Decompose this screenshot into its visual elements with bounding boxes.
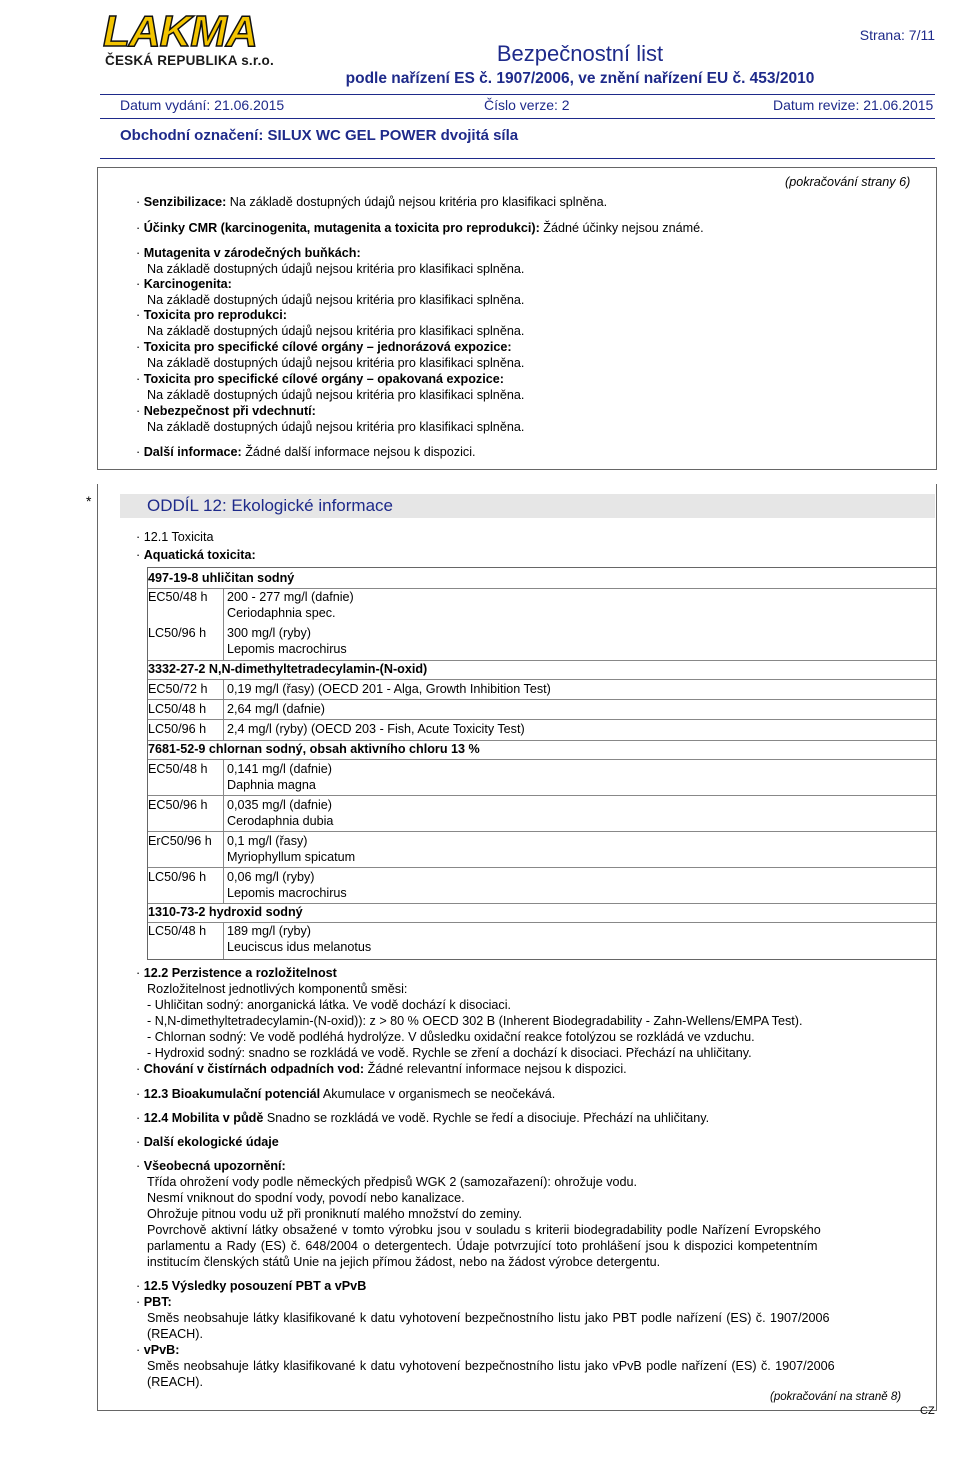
item-text: Na základě dostupných údajů nejsou kritéria pro klasifikaci splněna. bbox=[147, 324, 525, 338]
item-label: · Toxicita pro reprodukci: bbox=[136, 308, 287, 322]
label: 12.2 Perzistence a rozložitelnost bbox=[143, 966, 337, 980]
continued-on-note: (pokračování na straně 8) bbox=[770, 1391, 902, 1403]
value: Snadno se rozkládá ve vodě. Rychle se ředí a disociuje. Přechází na uhličitany. bbox=[266, 1111, 710, 1125]
other-eco-data: · Další ekologické údaje bbox=[136, 1135, 279, 1149]
label: Mutagenita v zárodečných buňkách: bbox=[143, 246, 361, 260]
header-divider bbox=[100, 158, 935, 159]
text-line: (REACH). bbox=[147, 1327, 203, 1341]
column-divider bbox=[223, 922, 224, 959]
label: Aquatická toxicita: bbox=[143, 548, 256, 562]
page-number: Strana: 7/11 bbox=[859, 27, 935, 43]
section-12-header bbox=[120, 494, 935, 518]
value-cell: Leuciscus idus melanotus bbox=[227, 940, 372, 954]
text-line: - Hydroxid sodný: snadno se rozkládá ve vodě. Rychle se zření a dochází k disociaci. Přechází na uhličitany. bbox=[147, 1046, 752, 1060]
column-divider bbox=[223, 679, 224, 740]
param-cell: LC50/96 h bbox=[148, 722, 207, 736]
document-subtitle: podle nařízení ES č. 1907/2006, ve znění nařízení EU č. 453/2010 bbox=[345, 70, 815, 87]
value-cell: 2,4 mg/l (ryby) (OECD 203 - Fish, Acute Toxicity Test) bbox=[227, 722, 525, 736]
column-divider bbox=[223, 588, 224, 660]
text-line: Směs neobsahuje látky klasifikované k datu vyhotovení bezpečnostního listu jako vPvB podle nařízení (ES) č. 1907/2006 bbox=[147, 1359, 835, 1373]
label: Další ekologické údaje bbox=[143, 1135, 279, 1149]
value-cell: 0,06 mg/l (ryby) bbox=[227, 870, 315, 884]
label: PBT: bbox=[143, 1295, 172, 1309]
param-cell: EC50/72 h bbox=[148, 682, 208, 696]
text-line: Nesmí vniknout do spodní vody, povodí nebo kanalizace. bbox=[147, 1191, 465, 1205]
language-code: CZ bbox=[920, 1405, 935, 1417]
logo-wordmark: LAKMA bbox=[103, 7, 257, 56]
value-cell: 2,64 mg/l (dafnie) bbox=[227, 702, 326, 716]
param-cell: LC50/48 h bbox=[148, 702, 207, 716]
header-divider bbox=[100, 118, 935, 119]
label: Senzibilizace: bbox=[143, 195, 227, 209]
column-divider bbox=[223, 759, 224, 903]
substance-name: 7681-52-9 chlornan sodný, obsah aktivního chloru 13 % bbox=[148, 742, 480, 756]
value-cell: Ceriodaphnia spec. bbox=[227, 606, 336, 620]
text-line: - Chlornan sodný: Ve vodě podléhá hydrolýze. V důsledku oxidační reakce fotolýzou se rozkládá ve vzduchu. bbox=[147, 1030, 755, 1044]
item-text: Na základě dostupných údajů nejsou kritéria pro klasifikaci splněna. bbox=[147, 420, 525, 434]
label: Nebezpečnost při vdechnutí: bbox=[143, 404, 316, 418]
text-line: parlamentu a Rady (ES) č. 648/2004 o detergentech. Údaje potvrzující toto prohlášení jsou k dispozici kompetentním bbox=[147, 1239, 818, 1253]
item-text: Na základě dostupných údajů nejsou kritéria pro klasifikaci splněna. bbox=[147, 293, 525, 307]
value-cell: 200 - 277 mg/l (dafnie) bbox=[227, 590, 354, 604]
param-cell: LC50/96 h bbox=[148, 870, 207, 884]
value-cell: 300 mg/l (ryby) bbox=[227, 626, 311, 640]
value-cell: Lepomis macrochirus bbox=[227, 642, 347, 656]
row-divider bbox=[148, 759, 936, 760]
item-label: · Karcinogenita: bbox=[136, 277, 232, 291]
stp-behaviour-line: · Chování v čistírnách odpadních vod: Žádné relevantní informace nejsou k dispozici. bbox=[136, 1062, 627, 1076]
label: 12.4 Mobilita v půdě bbox=[143, 1111, 264, 1125]
text-line: - N,N-dimethyltetradecylamin-(N-oxid)): z > 80 % OECD 302 B (Inherent Biodegradability - Zahn-Wellens/EMPA Test). bbox=[147, 1014, 803, 1028]
item-text: Na základě dostupných údajů nejsou kritéria pro klasifikaci splněna. bbox=[147, 388, 525, 402]
logo-subtitle: ČESKÁ REPUBLIKA s.r.o. bbox=[105, 53, 274, 68]
trade-name-line bbox=[120, 128, 518, 144]
revision-marker: * bbox=[86, 493, 92, 509]
value-cell: 0,1 mg/l (řasy) bbox=[227, 834, 308, 848]
sensitization-line: · Senzibilizace: Na základě dostupných údajů nejsou kritéria pro klasifikaci splněna. bbox=[136, 195, 608, 209]
substance-name: 3332-27-2 N,N-dimethyltetradecylamin-(N-oxid) bbox=[148, 662, 428, 676]
param-cell: EC50/48 h bbox=[148, 762, 208, 776]
label: Toxicita pro reprodukci: bbox=[143, 308, 287, 322]
param-cell: EC50/96 h bbox=[148, 798, 208, 812]
label: Všeobecná upozornění: bbox=[143, 1159, 286, 1173]
item-label: · Toxicita pro specifické cílové orgány – opakovaná expozice: bbox=[136, 372, 504, 386]
item-text: Na základě dostupných údajů nejsou kritéria pro klasifikaci splněna. bbox=[147, 262, 525, 276]
row-divider bbox=[148, 699, 936, 700]
section-title: ODDÍL 12: Ekologické informace bbox=[147, 496, 393, 515]
substance-name: 497-19-8 uhličitan sodný bbox=[148, 571, 295, 585]
row-divider bbox=[148, 867, 936, 868]
issue-date: Datum vydání: 21.06.2015 bbox=[120, 97, 285, 113]
text-line: Ohrožuje pitnou vodu už při proniknutí malého množství do zeminy. bbox=[147, 1207, 522, 1221]
label: 12.1 Toxicita bbox=[143, 530, 214, 544]
label: Další informace: bbox=[143, 445, 242, 459]
company-logo bbox=[103, 7, 303, 68]
value-cell: 189 mg/l (ryby) bbox=[227, 924, 311, 938]
item-text: Na základě dostupných údajů nejsou kritéria pro klasifikaci splněna. bbox=[147, 356, 525, 370]
text-line: Rozložitelnost jednotlivých komponentů směsi: bbox=[147, 982, 408, 996]
revision-date: Datum revize: 21.06.2015 bbox=[773, 97, 934, 113]
row-divider bbox=[148, 795, 936, 796]
general-notes-label: · Všeobecná upozornění: bbox=[136, 1159, 286, 1173]
value-cell: Lepomis macrochirus bbox=[227, 886, 347, 900]
row-divider bbox=[148, 831, 936, 832]
label: 12.3 Bioakumulační potenciál bbox=[143, 1087, 321, 1101]
cmr-line: · Účinky CMR (karcinogenita, mutagenita a toxicita pro reprodukci): Žádné účinky nejsou známé. bbox=[136, 221, 704, 235]
value-cell: 0,141 mg/l (dafnie) bbox=[227, 762, 333, 776]
label: Karcinogenita: bbox=[143, 277, 232, 291]
param-cell: ErC50/96 h bbox=[148, 834, 212, 848]
item-label: · Nebezpečnost při vdechnutí: bbox=[136, 404, 316, 418]
row-divider bbox=[148, 679, 936, 680]
subsection-12-1: · 12.1 Toxicita bbox=[136, 530, 214, 544]
subsection-12-3: · 12.3 Bioakumulační potenciál Akumulace v organismech se neočekává. bbox=[136, 1087, 556, 1101]
header-divider bbox=[100, 94, 935, 95]
document-title: Bezpečnostní list bbox=[496, 41, 664, 66]
version-number: Číslo verze: 2 bbox=[484, 97, 570, 113]
aquatic-toxicity-label: · Aquatická toxicita: bbox=[136, 548, 256, 562]
param-cell: LC50/48 h bbox=[148, 924, 207, 938]
label: Toxicita pro specifické cílové orgány – jednorázová expozice: bbox=[143, 340, 512, 354]
label: Účinky CMR (karcinogenita, mutagenita a toxicita pro reprodukci): bbox=[143, 221, 540, 235]
subsection-12-5: · 12.5 Výsledky posouzení PBT a vPvB bbox=[136, 1279, 367, 1293]
text-line: - Uhličitan sodný: anorganická látka. Ve vodě dochází k disociaci. bbox=[147, 998, 512, 1012]
value: Žádné účinky nejsou známé. bbox=[543, 221, 704, 235]
param-cell: LC50/96 h bbox=[148, 626, 207, 640]
text-line: Směs neobsahuje látky klasifikované k datu vyhotovení bezpečnostního listu jako PBT podle nařízení (ES) č. 1907/2006 bbox=[147, 1311, 830, 1325]
value-cell: Myriophyllum spicatum bbox=[227, 850, 356, 864]
label: vPvB: bbox=[143, 1343, 180, 1357]
toxicity-table bbox=[147, 567, 937, 960]
text-line: (REACH). bbox=[147, 1375, 203, 1389]
subsection-12-2: · 12.2 Perzistence a rozložitelnost bbox=[136, 966, 337, 980]
param-cell: EC50/48 h bbox=[148, 590, 208, 604]
pbt-label: · PBT: bbox=[136, 1295, 172, 1309]
value: Žádné relevantní informace nejsou k dispozici. bbox=[367, 1062, 627, 1076]
value-cell: Cerodaphnia dubia bbox=[227, 814, 334, 828]
text-line: Třída ohrožení vody podle německých předpisů WGK 2 (samozařazení): ohrožuje vodu. bbox=[147, 1175, 638, 1189]
continued-from-note: (pokračování strany 6) bbox=[785, 175, 911, 189]
label: 12.5 Výsledky posouzení PBT a vPvB bbox=[143, 1279, 367, 1293]
row-divider bbox=[148, 588, 936, 589]
value: Na základě dostupných údajů nejsou kritéria pro klasifikaci splněna. bbox=[229, 195, 608, 209]
row-divider bbox=[148, 719, 936, 720]
value-cell: 0,19 mg/l (řasy) (OECD 201 - Alga, Growth Inhibition Test) bbox=[227, 682, 551, 696]
trade-name: SILUX WC GEL POWER dvojitá síla bbox=[267, 127, 519, 144]
value-cell: Daphnia magna bbox=[227, 778, 316, 792]
label: Chování v čistírnách odpadních vod: bbox=[143, 1062, 365, 1076]
subsection-12-4: · 12.4 Mobilita v půdě Snadno se rozkládá ve vodě. Rychle se ředí a disociuje. Přechází na uhličitany. bbox=[136, 1111, 710, 1125]
substance-name: 1310-73-2 hydroxid sodný bbox=[148, 905, 303, 919]
further-info-line: · Další informace: Žádné další informace nejsou k dispozici. bbox=[136, 445, 476, 459]
row-divider bbox=[148, 922, 936, 923]
trade-name-label: Obchodní označení: bbox=[120, 127, 264, 144]
row-divider bbox=[148, 740, 936, 741]
item-label: · Toxicita pro specifické cílové orgány – jednorázová expozice: bbox=[136, 340, 512, 354]
text-line: institucím členských států Unie na jejich přímou žádost, nebo na žádost výrobce detergentu. bbox=[147, 1255, 661, 1269]
vpvb-label: · vPvB: bbox=[136, 1343, 180, 1357]
value: Žádné další informace nejsou k dispozici. bbox=[245, 445, 476, 459]
value-cell: 0,035 mg/l (dafnie) bbox=[227, 798, 333, 812]
value: Akumulace v organismech se neočekává. bbox=[322, 1087, 556, 1101]
text-line: Povrchově aktivní látky obsažené v tomto výrobku jsou v souladu s kriterii biodegradability podle Nařízení Evropského bbox=[147, 1223, 821, 1237]
item-label: · Mutagenita v zárodečných buňkách: bbox=[136, 246, 361, 260]
row-divider bbox=[148, 660, 936, 661]
row-divider bbox=[148, 903, 936, 904]
label: Toxicita pro specifické cílové orgány – opakovaná expozice: bbox=[143, 372, 504, 386]
